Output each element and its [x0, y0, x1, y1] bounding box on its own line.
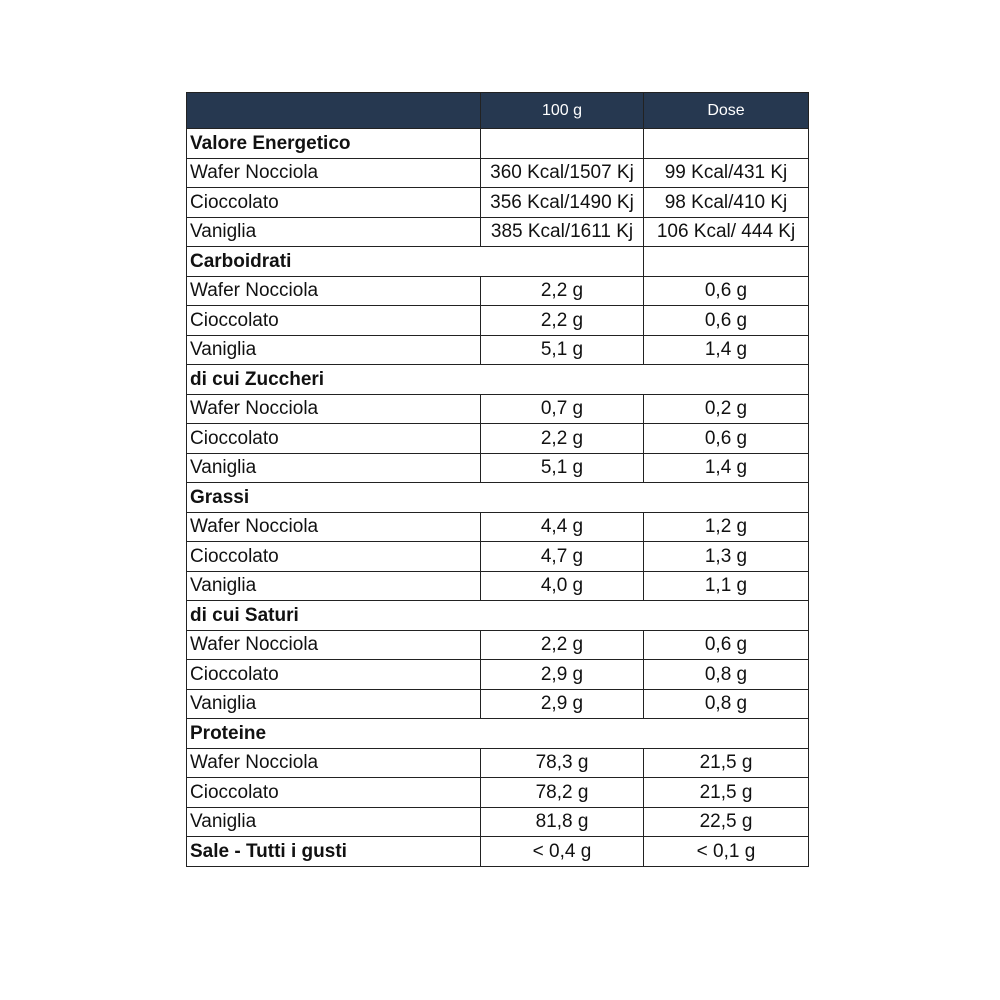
row-label: Vaniglia — [187, 453, 481, 483]
section-title: Proteine — [187, 719, 809, 749]
header-row — [187, 93, 809, 129]
table-row — [187, 571, 809, 601]
value-100g: 2,2 g — [481, 424, 644, 454]
value-dose: 1,2 g — [644, 512, 809, 542]
section-row — [187, 483, 809, 513]
value-100g: 78,2 g — [481, 778, 644, 808]
value-dose: 0,8 g — [644, 689, 809, 719]
section-title: Carboidrati — [187, 247, 644, 277]
row-label: Cioccolato — [187, 660, 481, 690]
salt-value-dose: < 0,1 g — [644, 837, 809, 867]
table-row — [187, 748, 809, 778]
header-100g: 100 g — [481, 93, 644, 129]
value-dose: 0,6 g — [644, 630, 809, 660]
table-row — [187, 158, 809, 188]
section-row — [187, 365, 809, 395]
row-label: Wafer Nocciola — [187, 512, 481, 542]
value-dose: 0,6 g — [644, 424, 809, 454]
table-row — [187, 276, 809, 306]
table-row — [187, 778, 809, 808]
empty-cell — [644, 129, 809, 159]
row-label: Cioccolato — [187, 542, 481, 572]
value-dose: 1,4 g — [644, 335, 809, 365]
row-label: Vaniglia — [187, 217, 481, 247]
value-dose: 99 Kcal/431 Kj — [644, 158, 809, 188]
section-title: di cui Zuccheri — [187, 365, 809, 395]
value-dose: 21,5 g — [644, 778, 809, 808]
section-row — [187, 719, 809, 749]
table-row — [187, 453, 809, 483]
table-row — [187, 512, 809, 542]
row-label: Vaniglia — [187, 689, 481, 719]
salt-row — [187, 837, 809, 867]
row-label: Wafer Nocciola — [187, 630, 481, 660]
value-100g: 2,2 g — [481, 276, 644, 306]
section-row — [187, 129, 809, 159]
row-label: Wafer Nocciola — [187, 276, 481, 306]
value-dose: 0,6 g — [644, 306, 809, 336]
value-dose: 1,4 g — [644, 453, 809, 483]
section-row — [187, 601, 809, 631]
value-100g: 2,2 g — [481, 630, 644, 660]
section-title: di cui Saturi — [187, 601, 809, 631]
value-100g: 385 Kcal/1611 Kj — [481, 217, 644, 247]
section-row — [187, 247, 809, 277]
value-dose: 98 Kcal/410 Kj — [644, 188, 809, 218]
table-row — [187, 217, 809, 247]
value-100g: 78,3 g — [481, 748, 644, 778]
value-dose: 0,8 g — [644, 660, 809, 690]
row-label: Cioccolato — [187, 188, 481, 218]
table-row — [187, 424, 809, 454]
value-dose: 1,3 g — [644, 542, 809, 572]
row-label: Vaniglia — [187, 335, 481, 365]
value-100g: 360 Kcal/1507 Kj — [481, 158, 644, 188]
row-label: Vaniglia — [187, 807, 481, 837]
table-row — [187, 306, 809, 336]
nutrition-table — [186, 92, 809, 867]
table-row — [187, 630, 809, 660]
table-row — [187, 188, 809, 218]
value-100g: 2,9 g — [481, 660, 644, 690]
section-title: Valore Energetico — [187, 129, 481, 159]
value-100g: 5,1 g — [481, 335, 644, 365]
value-100g: 0,7 g — [481, 394, 644, 424]
value-100g: 4,4 g — [481, 512, 644, 542]
table-row — [187, 394, 809, 424]
section-title: Grassi — [187, 483, 809, 513]
row-label: Wafer Nocciola — [187, 158, 481, 188]
row-label: Cioccolato — [187, 424, 481, 454]
row-label: Cioccolato — [187, 306, 481, 336]
value-dose: 0,6 g — [644, 276, 809, 306]
value-100g: 4,0 g — [481, 571, 644, 601]
value-dose: 22,5 g — [644, 807, 809, 837]
header-label-cell — [187, 93, 481, 129]
value-100g: 4,7 g — [481, 542, 644, 572]
salt-value-100g: < 0,4 g — [481, 837, 644, 867]
salt-label: Sale - Tutti i gusti — [187, 837, 481, 867]
value-dose: 21,5 g — [644, 748, 809, 778]
row-label: Cioccolato — [187, 778, 481, 808]
value-dose: 106 Kcal/ 444 Kj — [644, 217, 809, 247]
row-label: Vaniglia — [187, 571, 481, 601]
table-row — [187, 807, 809, 837]
table-body — [187, 129, 809, 867]
value-100g: 356 Kcal/1490 Kj — [481, 188, 644, 218]
value-100g: 5,1 g — [481, 453, 644, 483]
value-100g: 2,9 g — [481, 689, 644, 719]
value-100g: 2,2 g — [481, 306, 644, 336]
empty-cell — [481, 129, 644, 159]
table-row — [187, 660, 809, 690]
empty-cell — [644, 247, 809, 277]
table-row — [187, 542, 809, 572]
value-100g: 81,8 g — [481, 807, 644, 837]
table-row — [187, 335, 809, 365]
table-row — [187, 689, 809, 719]
header-dose: Dose — [644, 93, 809, 129]
table-header — [187, 93, 809, 129]
row-label: Wafer Nocciola — [187, 748, 481, 778]
value-dose: 0,2 g — [644, 394, 809, 424]
row-label: Wafer Nocciola — [187, 394, 481, 424]
value-dose: 1,1 g — [644, 571, 809, 601]
